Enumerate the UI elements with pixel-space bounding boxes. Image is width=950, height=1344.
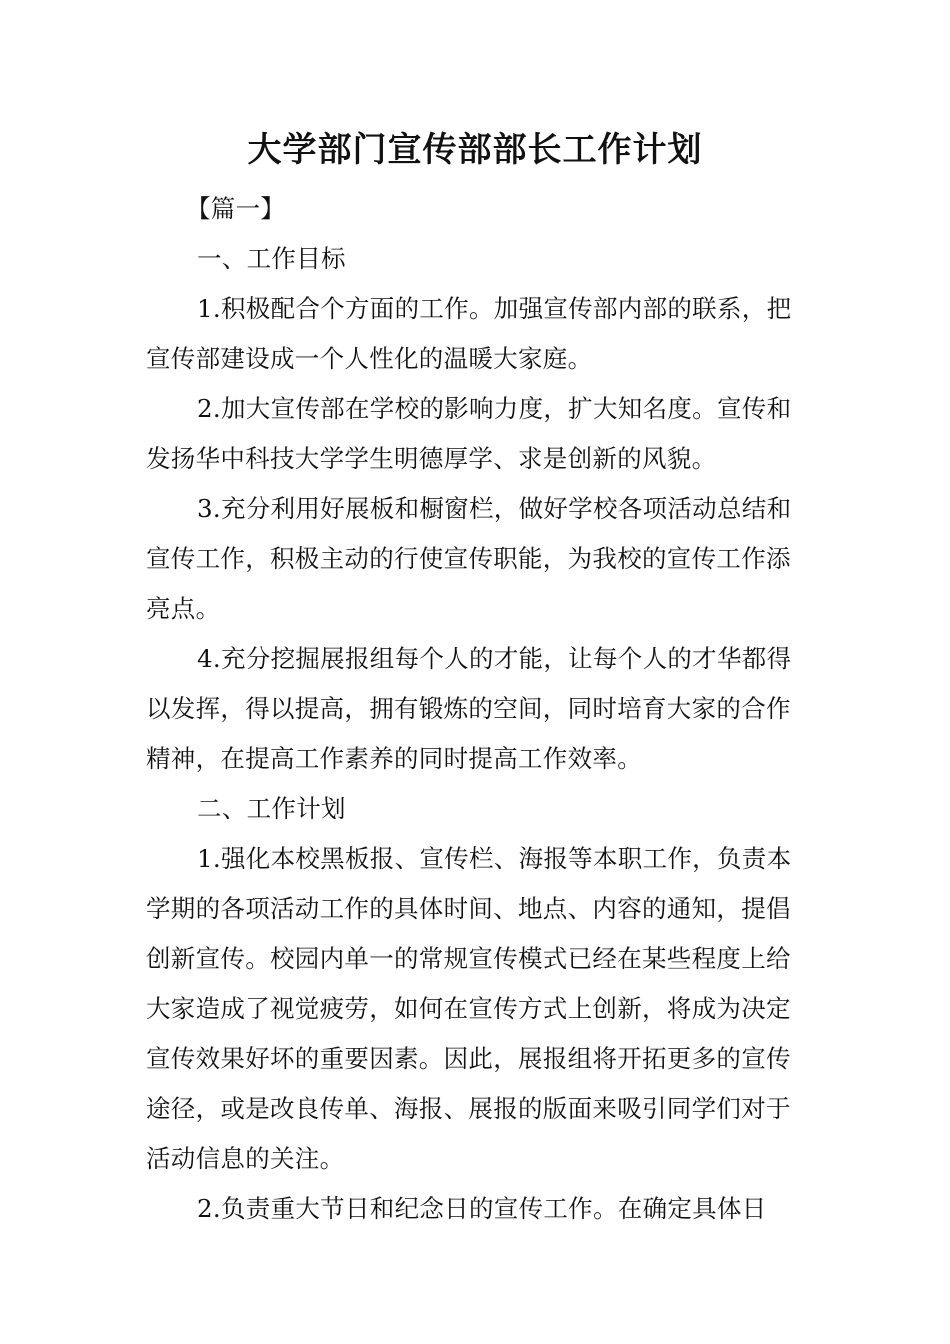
goal-item-2: 2.加大宣传部在学校的影响力度，扩大知名度。宣传和发扬华中科技大学学生明德厚学、求是创新的风貌。 [146,394,792,473]
plan-item-1: 1.强化本校黑板报、宣传栏、海报等本职工作，负责本学期的各项活动工作的具体时间、地点、内容的通知，提倡创新宣传。校园内单一的常规宣传模式已经在某些程度上给大家造成了视觉疲劳，如何在宣传方式上创新，将成为决定宣传效果好坏的重要因素。因此，展报组将开拓更多的宣传途径，或是改良传单、海报、展报的版面来吸引同学们对于活动信息的关注。 [146,844,792,1173]
goal-item-1: 1.积极配合个方面的工作。加强宣传部内部的联系，把宣传部建设成一个人性化的温暖大家庭。 [146,294,792,373]
document-body [146,184,812,1234]
section-marker: 【篇一】 [186,194,286,223]
goal-item-4: 4.充分挖掘展报组每个人的才能，让每个人的才华都得以发挥，得以提高，拥有锻炼的空间，同时培育大家的合作精神，在提高工作素养的同时提高工作效率。 [146,644,792,773]
goal-item-3: 3.充分利用好展板和橱窗栏，做好学校各项活动总结和宣传工作，积极主动的行使宣传职能，为我校的宣传工作添亮点。 [146,494,792,623]
plan-item-2: 2.负责重大节日和纪念日的宣传工作。在确定具体日 [197,1194,767,1223]
document-title: 大学部门宣传部部长工作计划 [247,130,703,170]
section-heading-goals: 一、工作目标 [197,244,346,273]
section-heading-plan: 二、工作计划 [197,794,346,823]
